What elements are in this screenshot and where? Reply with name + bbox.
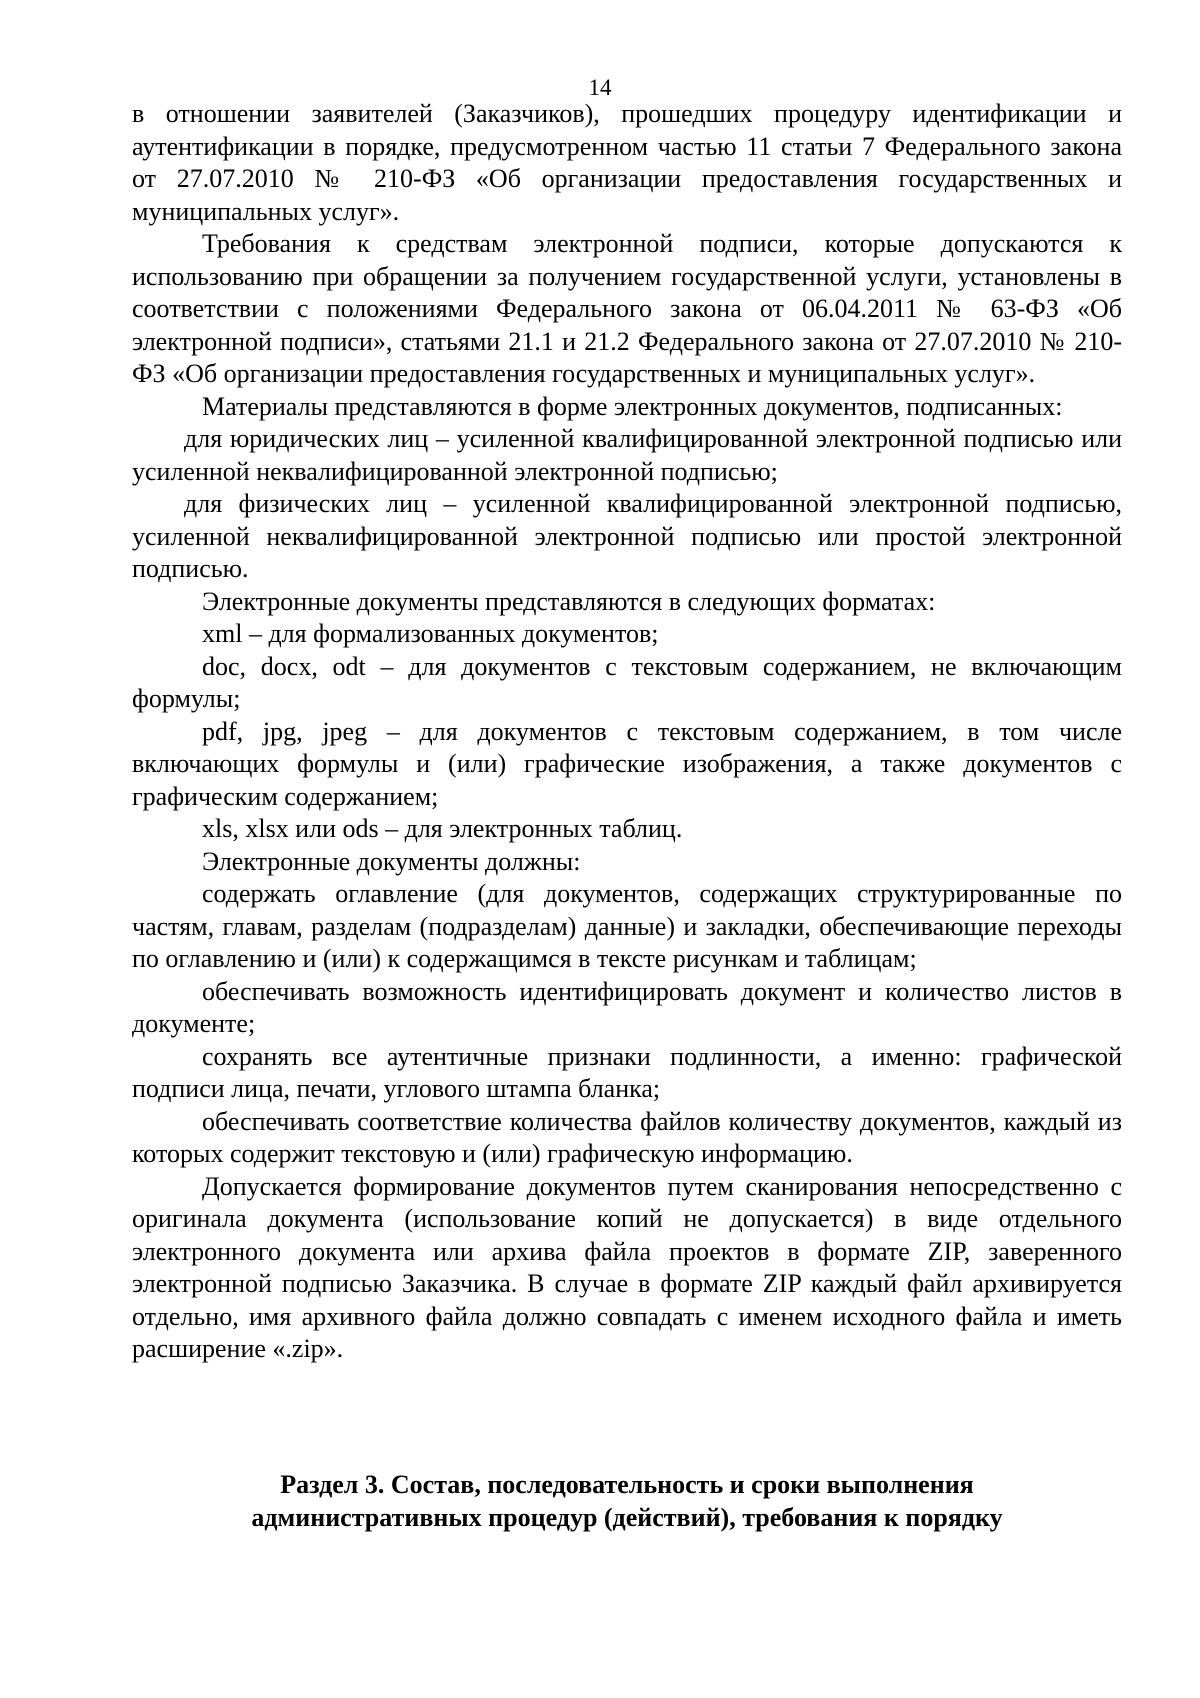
paragraph-applicants-identification: в отношении заявителей (Заказчиков), прошедших процедуру идентификации и аутентификации в порядке, предусмотренном частью 11 статьи 7 Федерального закона от 27.07.2010 № 210-ФЗ «Об организации предоставления государственных и муниципальных услуг». (132, 99, 1122, 226)
paragraph-authenticity: сохранять все аутентичные признаки подлинности, а именно: графической подписи лица, печати, углового штампа бланка; (132, 1041, 1122, 1103)
paragraph-format-xml: xml – для формализованных документов; (202, 619, 659, 648)
paragraph-identify-document: обеспечивать возможность идентифицировать документ и количество листов в документе; (132, 976, 1122, 1038)
paragraph-legal-entities: для юридических лиц – усиленной квалифицированной электронной подписью или усиленной неквалифицированной электронной подписью; (132, 424, 1122, 486)
paragraph-materials-form: Материалы представляются в форме электронных документов, подписанных: (202, 391, 1063, 421)
page-number: 14 (588, 75, 612, 100)
paragraph-table-of-contents: содержать оглавление (для документов, содержащих структурированные по частям, главам, разделам (подразделам) данные) и закладки, обеспечивающие переходы по оглавлению и (или) к содержащимся в тексте рисункам и таблицам; (132, 879, 1122, 973)
paragraph-file-count: обеспечивать соответствие количества файлов количеству документов, каждый из которых содержит текстовую и (или) графическую информацию. (132, 1106, 1122, 1168)
paragraph-format-xls: xls, xlsx или ods – для электронных таблиц. (202, 814, 683, 843)
paragraph-documents-must: Электронные документы должны: (202, 846, 581, 876)
section-heading-line-1: Раздел 3. Состав, последовательность и сроки выполнения (280, 1470, 974, 1499)
document-body (132, 98, 1122, 1366)
paragraph-formats-intro: Электронные документы представляются в следующих форматах: (202, 586, 936, 616)
paragraph-signature-requirements: Требования к средствам электронной подписи, которые допускаются к использованию при обращении за получением государственной услуги, установлены в соответствии с положениями Федерального закона от 06.04.2011 № 63-ФЗ «Об электронной подписи», статьями 21.1 и 21.2 Федерального закона от 27.07.2010 № 210-ФЗ «Об организации предоставления государственных и муниципальных услуг». (132, 229, 1122, 388)
section-heading-line-2: административных процедур (действий), требования к порядку (251, 1503, 1003, 1532)
paragraph-individuals: для физических лиц – усиленной квалифицированной электронной подписью, усиленной неквалифицированной электронной подписью или простой электронной подписью. (132, 489, 1122, 583)
paragraph-scanning: Допускается формирование документов путем сканирования непосредственно с оригинала документа (использование копий не допускается) в виде отдельного электронного документа или архива файла проектов в формате ZIP, заверенного электронной подписью Заказчика. В случае в формате ZIP каждый файл архивируется отдельно, имя архивного файла должно совпадать с именем исходного файла и иметь расширение «.zip». (132, 1171, 1122, 1363)
paragraph-format-pdf: pdf, jpg, jpeg – для документов с текстовым содержанием, в том числе включающих формулы и (или) графические изображения, а также документов с графическим содержанием; (132, 716, 1122, 811)
paragraph-format-doc: doc, docx, odt – для документов с текстовым содержанием, не включающим формулы; (132, 651, 1122, 713)
section-heading (132, 1468, 1122, 1534)
